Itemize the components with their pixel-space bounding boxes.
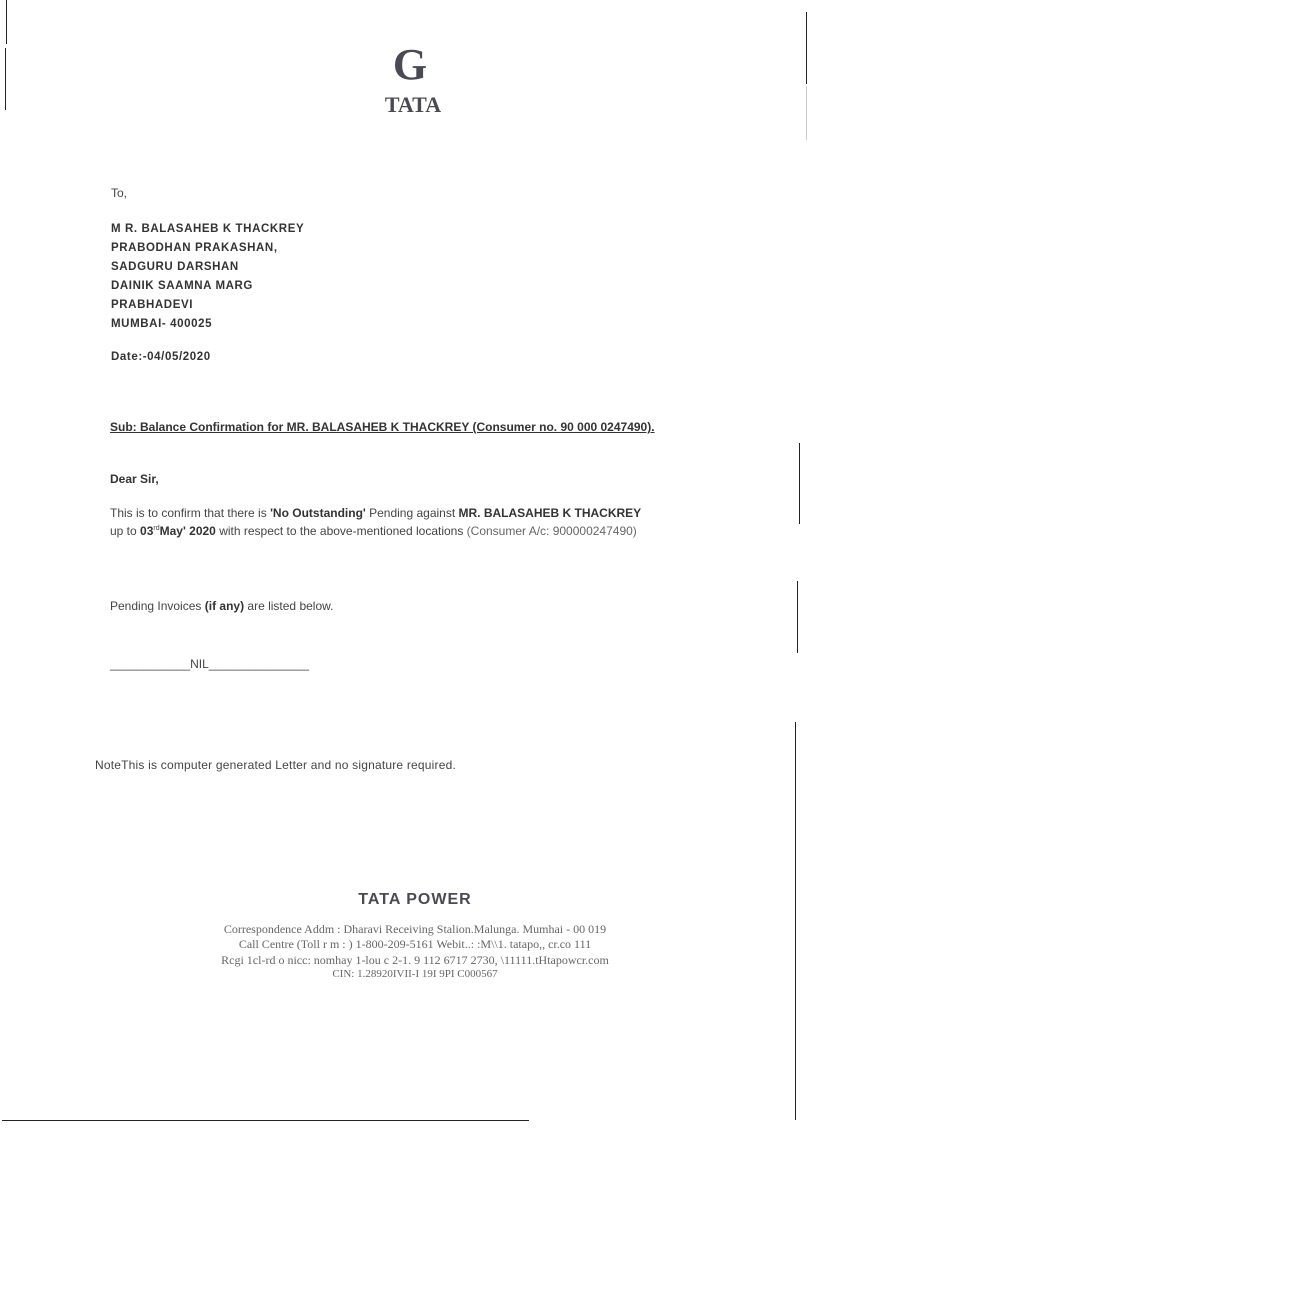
tata-logo-mark: G [392, 40, 428, 89]
no-outstanding-text: 'No Outstanding' [270, 506, 366, 520]
address-line: DAINIK SAAMNA MARG [111, 280, 253, 292]
confirmation-line-2 [110, 524, 637, 538]
margin-line [806, 86, 807, 140]
address-line: MUMBAI- 400025 [111, 318, 213, 330]
text: Pending against [365, 506, 459, 520]
footer-cin-line: CIN: 1.28920IVII-I 19I 9PI C000567 [332, 968, 498, 980]
margin-line [5, 48, 6, 110]
footer-registered-line: Rcgi 1cl-rd o nicc: nomhay 1-lou c 2-1. 9 112 6717 2730, \11111.tHtapowcr.com [221, 953, 609, 967]
text: are listed below. [244, 599, 334, 613]
salutation: Dear Sir, [110, 472, 159, 486]
subject-line: Sub: Balance Confirmation for MR. BALASAHEB K THACKREY (Consumer no. 90 000 0247490). [110, 420, 655, 434]
text: Pending Invoices [110, 599, 205, 613]
confirmation-line-1 [110, 506, 641, 520]
date-month: May' 2020 [159, 524, 216, 538]
margin-line [799, 443, 800, 524]
to-label: To, [111, 186, 128, 200]
text: This is to confirm that there is [110, 506, 271, 520]
bottom-rule [2, 1120, 529, 1121]
pending-invoices-line [110, 599, 333, 613]
date-line: Date:-04/05/2020 [111, 351, 211, 363]
margin-line [6, 0, 7, 44]
text: up to [110, 524, 141, 538]
if-any-text: (if any) [204, 599, 245, 613]
address-line: PRABODHAN PRAKASHAN, [111, 242, 278, 254]
footer-callcentre-line: Call Centre (Toll r m : ) 1-800-209-5161 Webit..: :M\\1. tatapo,, cr.co 111 [238, 937, 592, 951]
date-suffix: rd [153, 525, 160, 532]
address-block [111, 220, 304, 334]
consumer-name: MR. BALASAHEB K THACKREY [458, 506, 642, 520]
consumer-account: (Consumer A/c: 900000247490) [466, 524, 637, 538]
address-line: M R. BALASAHEB K THACKREY [111, 223, 305, 235]
nil-line: ____________NIL_______________ [110, 657, 309, 671]
date-day: 03 [140, 524, 154, 538]
footer-title: TATA POWER [358, 891, 472, 908]
margin-line [806, 12, 807, 84]
address-line: SADGURU DARSHAN [111, 261, 239, 273]
footer-address-line: Correspondence Addm : Dharavi Receiving Stalion.Malunga. Mumhai - 00 019 [223, 922, 607, 936]
text: with respect to the above-mentioned locations [215, 524, 467, 538]
address-line: PRABHADEVI [111, 299, 194, 311]
margin-line [797, 581, 798, 653]
tata-logo-word: TATA [384, 92, 442, 117]
margin-line [795, 722, 796, 1120]
note-line: NoteThis is computer generated Letter and no signature required. [95, 758, 457, 772]
